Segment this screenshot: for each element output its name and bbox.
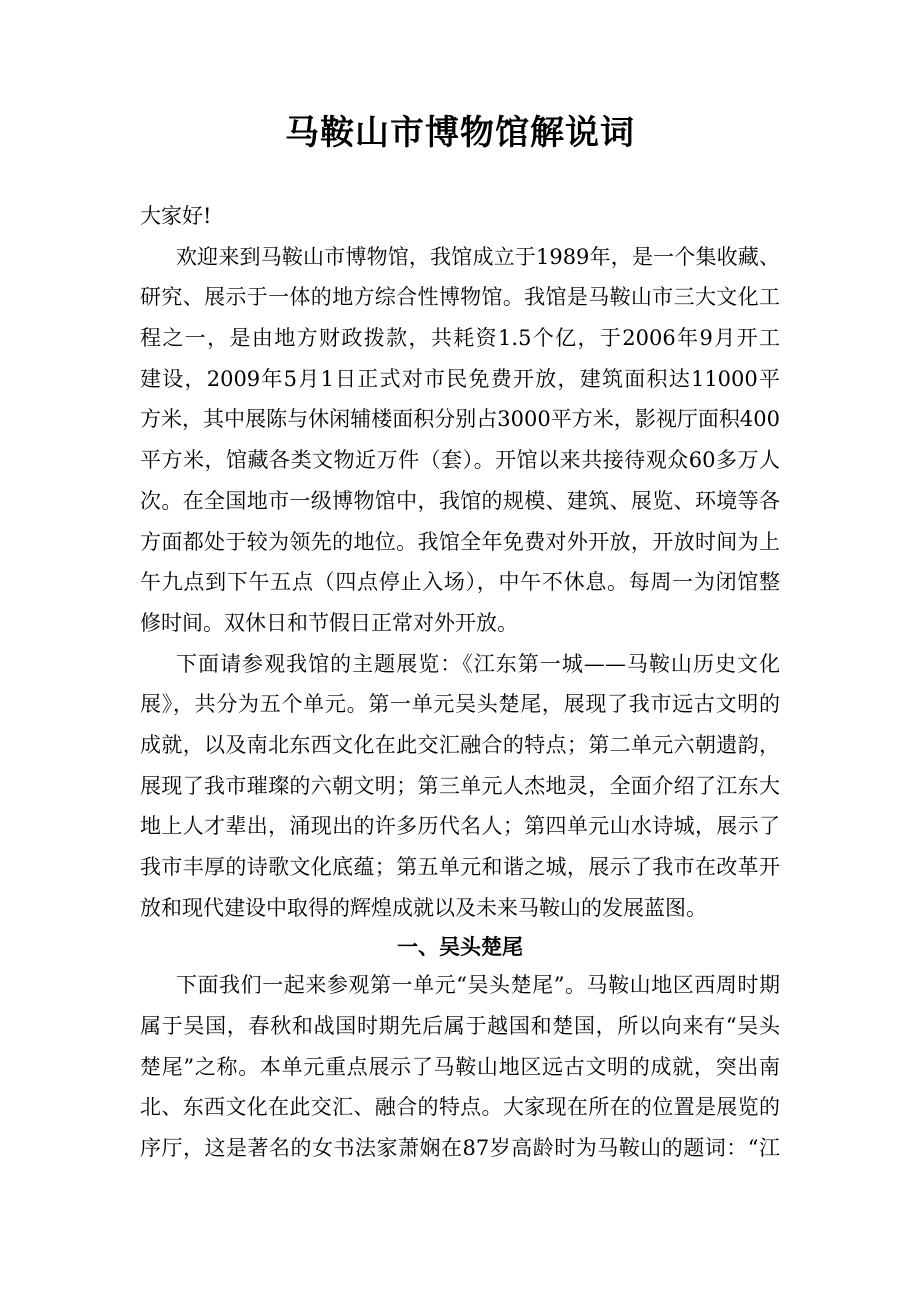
document-title: 马鞍山市博物馆解说词	[285, 113, 635, 153]
text-line: 属于吴国，春秋和战国时期先后属于越国和楚国，所以向来有“吴头	[140, 1014, 780, 1039]
text-line: 北、东西文化在此交汇、融合的特点。大家现在所在的位置是展览的	[140, 1095, 780, 1120]
text-line: 方米，其中展陈与休闲辅楼面积分别占3000平方米，影视厅面积400	[140, 407, 780, 432]
text-line: 修时间。双休日和节假日正常对外开放。	[140, 610, 518, 635]
text-line: 放和现代建设中取得的辉煌成就以及未来马鞍山的发展蓝图。	[140, 895, 707, 920]
text-line: 方面都处于较为领先的地位。我馆全年免费对外开放，开放时间为上	[140, 529, 780, 554]
paragraph-section-one	[140, 965, 780, 1168]
text-line: 我市丰厚的诗歌文化底蕴；第五单元和谐之城，展示了我市在改革开	[140, 855, 780, 879]
text-line: 楚尾”之称。本单元重点展示了马鞍山地区远古文明的成就，突出南	[140, 1054, 780, 1079]
text-line: 研究、展示于一体的地方综合性博物馆。我馆是马鞍山市三大文化工	[140, 285, 780, 310]
text-line: 程之一，是由地方财政拨款，共耗资1.5个亿，于2006年9月开工	[140, 326, 780, 351]
text-line: 下面我们一起来参观第一单元“吴头楚尾”。马鞍山地区西周时期	[176, 973, 780, 998]
text-line: 展现了我市璀璨的六朝文明；第三单元人杰地灵，全面介绍了江东大	[140, 773, 780, 798]
text-line: 序厅，这是著名的女书法家萧娴在87岁高龄时为马鞍山的题词：“江	[140, 1136, 780, 1161]
text-line: 欢迎来到马鞍山市博物馆，我馆成立于1989年，是一个集收藏、	[176, 244, 780, 269]
text-line: 下面请参观我馆的主题展览：《江东第一城——马鞍山历史文化	[176, 651, 780, 676]
document-body	[140, 196, 780, 1169]
paragraph-exhibition-overview	[140, 644, 780, 929]
paragraph-intro	[140, 237, 780, 644]
text-line: 午九点到下午五点（四点停止入场），中午不休息。每周一为闭馆整	[140, 570, 780, 595]
text-line: 展》，共分为五个单元。第一单元吴头楚尾，展现了我市远古文明的	[140, 692, 780, 717]
text-line: 地上人才辈出，涌现出的许多历代名人；第四单元山水诗城，展示了	[140, 814, 780, 839]
text-line: 平方米，馆藏各类文物近万件（套）。开馆以来共接待观众60多万人	[140, 448, 780, 473]
text-line: 成就，以及南北东西文化在此交汇融合的特点；第二单元六朝遗韵，	[140, 732, 780, 757]
section-heading: 一、吴头楚尾	[397, 934, 523, 960]
text-line: 次。在全国地市一级博物馆中，我馆的规模、建筑、展览、环境等各	[140, 488, 780, 513]
greeting: 大家好!	[140, 204, 212, 228]
text-line: 建设，2009年5月1日正式对市民免费开放，建筑面积达11000平	[140, 366, 780, 391]
